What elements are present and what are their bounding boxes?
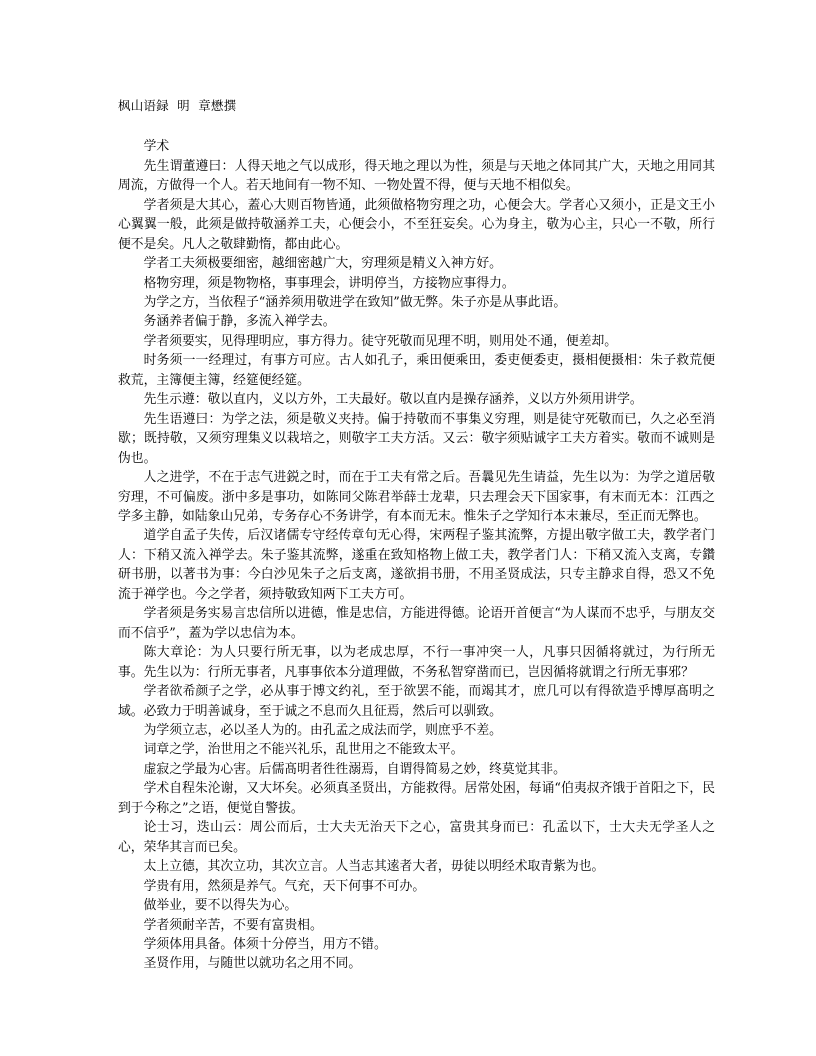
paragraph: 学者欲希颜子之学，必从事于博文约礼，至于欲罢不能，而竭其才，庶几可以有得欲造乎博厚髙明之域。必致力于明善诚身，至于诚之不息而久且征焉，然后可以驯致。 — [118, 684, 715, 719]
paragraph: 学者工夫须极要细密，越细密越广大，穷理须是精义入神方好。 — [143, 256, 502, 272]
paragraph: 学者须是务实易言忠信所以进德，惟是忠信，方能进得德。论语开首便言“为人谋而不忠乎，与朋友交而不信乎”，蓋为学以忠信为本。 — [118, 606, 715, 641]
document-body — [118, 137, 715, 973]
paragraph: 务涵养者偏于静，多流入禅学去。 — [143, 314, 336, 330]
paragraph: 为学之方，当依程子“涵养须用敬进学在致知”做无弊。朱子亦是从事此语。 — [143, 295, 567, 310]
paragraph: 学者须耐辛苦，不要有富贵相。 — [143, 917, 323, 933]
paragraph: 道学自孟子失传，后汉诸儒专守经传章句无心得，宋两程子鉴其流弊，方提出敬字做工夫，教学者门人：下稍又流入禅学去。朱子鉴其流弊，遂重在致知格物上做工夫，教学者门人：下稍又流入支离，专鑽研书册，以著书为事：今白沙见朱子之后支离，遂欲捐书册，不用圣贤成法，只专主静求自得，恐又不免流于禅学也。今之学者，须持敬致知两下工夫方可。 — [118, 528, 715, 602]
paragraph: 为学须立志，必以圣人为的。由孔孟之成法而学，则庶乎不差。 — [143, 722, 502, 738]
paragraph: 陈大章论：为人只要行所无事，以为老成忠厚，不行一事冲突一人，凡事只因循将就过，为行所无事。先生以为：行所无事者，凡事事依本分道理做，不务私智穿凿而已，岂因循将就谓之行所无事邪？ — [118, 645, 715, 680]
section-title: 学术 — [143, 139, 170, 155]
paragraph: 虚寂之学最为心害。后儒髙明者徃徃溺焉，自谓得简易之妙，终莫觉其非。 — [143, 761, 566, 777]
paragraph: 时务须一一经理过，有事方可应。古人如孔子，乘田便乘田，委吏便委吏，摄相便摄相：朱子救荒便救荒，主簿便主簿，经筵便经筵。 — [118, 353, 715, 388]
paragraph: 学者须是大其心，蓋心大则百物皆通，此须做格物穷理之功，心便会大。学者心又须小，正是文王小心翼翼一般，此须是做持敬涵养工夫，心便会小，不至狂妄矣。心为身主，敬为心主，只心一不敬，所行便不是矣。凡人之敬肆勤惰，都由此心。 — [118, 197, 715, 252]
paragraph: 学术自程朱沦谢，又大坏矣。必须真圣贤出，方能救得。居常处困，每诵“伯夷叔齐饿于首阳之下，民到于今称之”之语，便觉自警拔。 — [118, 781, 715, 816]
paragraph: 论士习，迭山云：周公而后，士大夫无治天下之心，富贵其身而已：孔孟以下，士大夫无学圣人之心，荣华其言而已矣。 — [118, 820, 715, 855]
paragraph: 词章之学，治世用之不能兴礼乐，乱世用之不能致太平。 — [143, 742, 464, 758]
document-header-line: 枫山语録 明 章懋撰 — [118, 98, 237, 113]
paragraph: 格物穷理，须是物物格，事事理会，讲明停当，方接物应事得力。 — [143, 275, 515, 291]
paragraph: 学须体用具备。体须十分停当，用方不错。 — [143, 936, 387, 952]
paragraph: 人之进学，不在于志气进鋭之时，而在于工夫有常之后。吾曩见先生请益，先生以为：为学之道居敬穷理，不可偏废。浙中多是事功，如陈同父陈君举薛士龙辈，只去理会天下国家事，有末而无本：江西之学多主静，如陆象山兄弟，专务存心不务讲学，有本而无末。惟朱子之学知行本末兼尽，至正而无弊也。 — [118, 470, 715, 524]
paragraph: 做举业，要不以得失为心。 — [143, 898, 298, 914]
paragraph: 圣贤作用，与随世以就功名之用不同。 — [143, 956, 362, 972]
paragraph: 太上立德，其次立功，其次立言。人当志其逺者大者，毋徒以明经术取青紫为也。 — [143, 859, 605, 875]
paragraph: 先生语遵曰：为学之法，须是敬义夹持。偏于持敬而不事集义穷理，则是徒守死敬而已，久之必至消歇；既持敬，又须穷理集义以栽培之，则敬字工夫方活。又云：敬字须贴诚字工夫方着实。敬而不诚则是伪也。 — [118, 411, 715, 466]
paragraph: 学贵有用，然须是养气。气充，天下何事不可办。 — [143, 878, 426, 894]
paragraph: 先生示遵：敬以直内，义以方外，工夫最好。敬以直内是操存涵养，义以方外须用讲学。 — [143, 392, 643, 408]
paragraph: 学者须要实，见得理明应，事方得力。徒守死敬而见理不明，则用处不通，便差却。 — [143, 333, 618, 349]
paragraph: 先生谓董遵曰：人得天地之气以成形，得天地之理以为性，须是与天地之体同其广大，天地之用同其周流，方做得一个人。若天地间有一物不知、一物处置不得，便与天地不相似矣。 — [118, 158, 715, 194]
